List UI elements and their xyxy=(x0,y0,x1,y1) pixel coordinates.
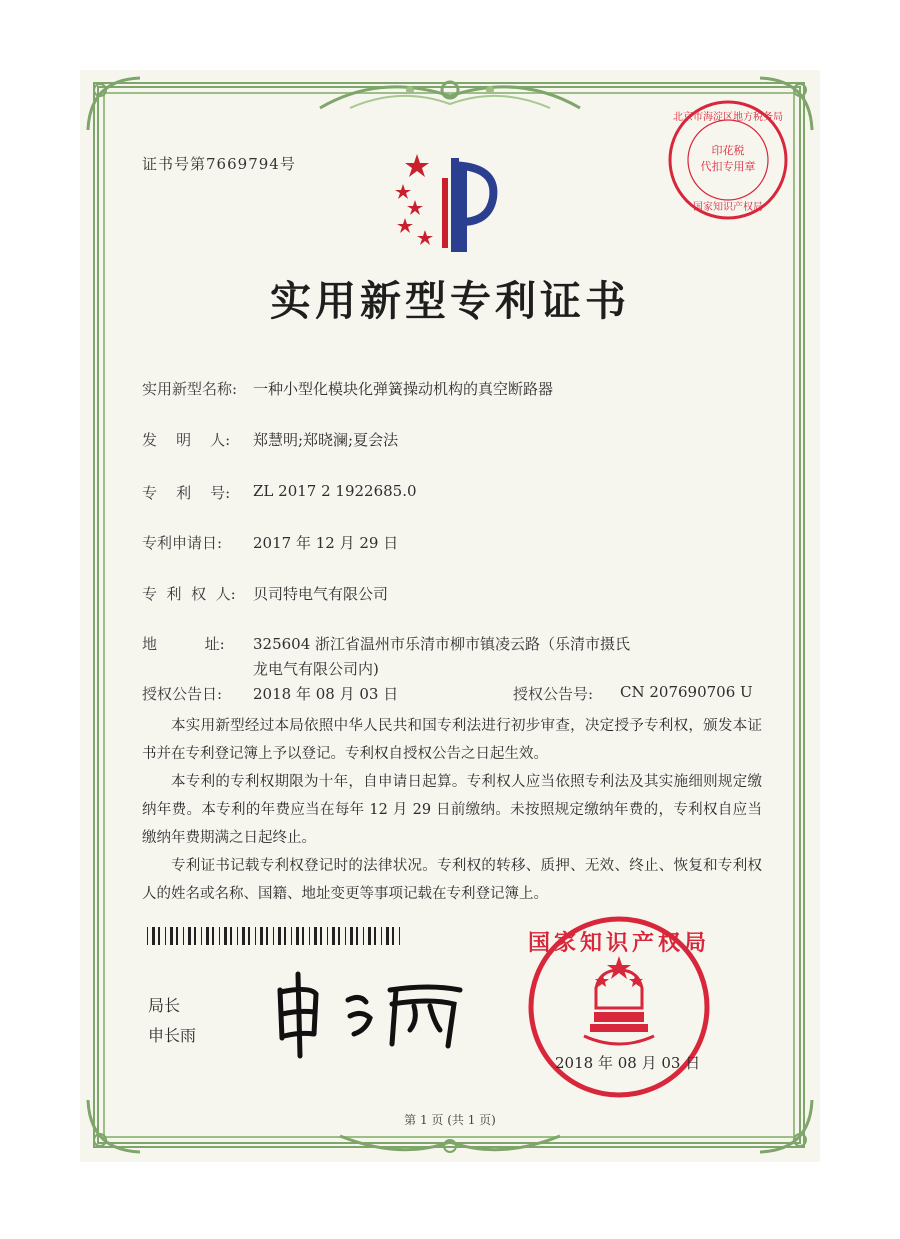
cert-number-label: 证书号第 xyxy=(142,155,207,173)
certificate-number xyxy=(142,153,296,174)
official-seal xyxy=(524,912,714,1102)
grant-no-value: CN 207690706 U xyxy=(620,683,753,701)
barcode-bar xyxy=(212,927,214,945)
barcode-bar xyxy=(374,927,376,945)
body-paragraph-3: 专利证书记载专利权登记时的法律状况。专利权的转移、质押、无效、终止、恢复和专利权人的姓名或名称、国籍、地址变更等事项记载在专利登记簿上。 xyxy=(142,858,762,902)
cert-number-suffix: 号 xyxy=(279,155,296,173)
name-value: 一种小型化模块化弹簧操动机构的真空断路器 xyxy=(253,380,554,398)
barcode-bar xyxy=(176,927,178,945)
seal-text: 国家知识产权局 xyxy=(527,931,711,956)
certificate-title: 实用新型专利证书 xyxy=(270,277,630,325)
corner-ornament-tl xyxy=(84,74,144,134)
barcode-bar xyxy=(284,927,286,945)
tax-stamp-bottom-text: 国家知识产权局 xyxy=(693,202,763,213)
barcode-bar xyxy=(248,927,250,945)
cert-number-value: 7669794 xyxy=(206,155,280,173)
barcode-bar xyxy=(266,927,268,945)
barcode-bar xyxy=(219,927,220,945)
body-paragraph-1: 本实用新型经过本局依照中华人民共和国专利法进行初步审查，决定授予专利权，颁发本证书并在专利登记簿上予以登记。专利权自授权公告之日起生效。 xyxy=(142,718,762,762)
handwritten-signature xyxy=(270,960,470,1060)
barcode-bar xyxy=(302,927,304,945)
name-label: 实用新型名称: xyxy=(142,380,238,398)
barcode xyxy=(147,927,405,945)
barcode-bar xyxy=(201,927,202,945)
barcode-bar xyxy=(327,927,328,945)
barcode-bar xyxy=(392,927,394,945)
barcode-bar xyxy=(296,927,299,945)
grant-date-value: 2018 年 08 月 03 日 xyxy=(253,685,399,703)
barcode-bar xyxy=(314,927,317,945)
address-line-2: 龙电气有限公司内) xyxy=(253,660,379,678)
owner-value: 贝司特电气有限公司 xyxy=(253,585,389,603)
apply-date-label: 专利申请日: xyxy=(142,534,223,552)
certificate-body xyxy=(142,712,762,908)
address-line-1: 325604 浙江省温州市乐清市柳市镇凌云路（乐清市摄氏 xyxy=(253,635,631,653)
barcode-bar xyxy=(224,927,227,945)
barcode-bar xyxy=(350,927,353,945)
barcode-bar xyxy=(320,927,322,945)
barcode-bar xyxy=(356,927,358,945)
barcode-bar xyxy=(368,927,371,945)
barcode-bar xyxy=(273,927,274,945)
barcode-bar xyxy=(206,927,209,945)
barcode-bar xyxy=(147,927,148,945)
barcode-bar xyxy=(158,927,160,945)
barcode-bar xyxy=(230,927,232,945)
owner-label: 专 利 权 人: xyxy=(142,585,236,603)
barcode-bar xyxy=(345,927,346,945)
barcode-bar xyxy=(309,927,310,945)
page-info: 第 1 页 (共 1 页) xyxy=(404,1113,496,1127)
barcode-bar xyxy=(165,927,166,945)
barcode-bar xyxy=(363,927,364,945)
grant-no-label: 授权公告号: xyxy=(513,685,594,703)
apply-date-value: 2017 年 12 月 29 日 xyxy=(253,534,399,552)
barcode-bar xyxy=(194,927,196,945)
address-label: 地 址: xyxy=(142,635,225,653)
patent-office-logo xyxy=(385,148,515,258)
top-ornament xyxy=(310,68,590,118)
barcode-bar xyxy=(183,927,184,945)
tax-stamp xyxy=(666,98,790,222)
barcode-bar xyxy=(188,927,191,945)
inventor-value: 郑慧明;郑晓澜;夏会法 xyxy=(253,431,399,449)
tax-stamp-top-text: 北京市海淀区地方税务局 xyxy=(673,112,783,123)
tax-stamp-inner-2: 代扣专用章 xyxy=(700,160,756,173)
barcode-bar xyxy=(386,927,389,945)
seal-date: 2018 年 08 月 03 日 xyxy=(555,1054,701,1072)
barcode-bar xyxy=(291,927,292,945)
patent-no-value: ZL 2017 2 1922685.0 xyxy=(253,482,417,500)
inventor-label: 发 明 人: xyxy=(142,431,231,449)
patent-no-label: 专 利 号: xyxy=(142,484,231,502)
barcode-bar xyxy=(338,927,340,945)
barcode-bar xyxy=(332,927,335,945)
barcode-bar xyxy=(260,927,263,945)
barcode-bar xyxy=(152,927,155,945)
officer-name: 申长雨 xyxy=(148,1026,197,1045)
barcode-bar xyxy=(170,927,173,945)
barcode-bar xyxy=(255,927,256,945)
barcode-bar xyxy=(278,927,281,945)
officer-title: 局长 xyxy=(148,996,181,1015)
barcode-bar xyxy=(242,927,245,945)
barcode-bar xyxy=(237,927,238,945)
body-paragraph-2: 本专利的专利权期限为十年，自申请日起算。专利权人应当依照专利法及其实施细则规定缴纳年费。本专利的年费应当在每年 12 月 29 日前缴纳。未按照规定缴纳年费的，专利权自应当缴纳年费期满之日起终止。 xyxy=(142,774,762,846)
bottom-ornament xyxy=(330,1128,570,1164)
barcode-bar xyxy=(399,927,400,945)
tax-stamp-inner-1: 印花税 xyxy=(711,144,745,157)
barcode-bar xyxy=(381,927,382,945)
grant-date-label: 授权公告日: xyxy=(142,685,223,703)
